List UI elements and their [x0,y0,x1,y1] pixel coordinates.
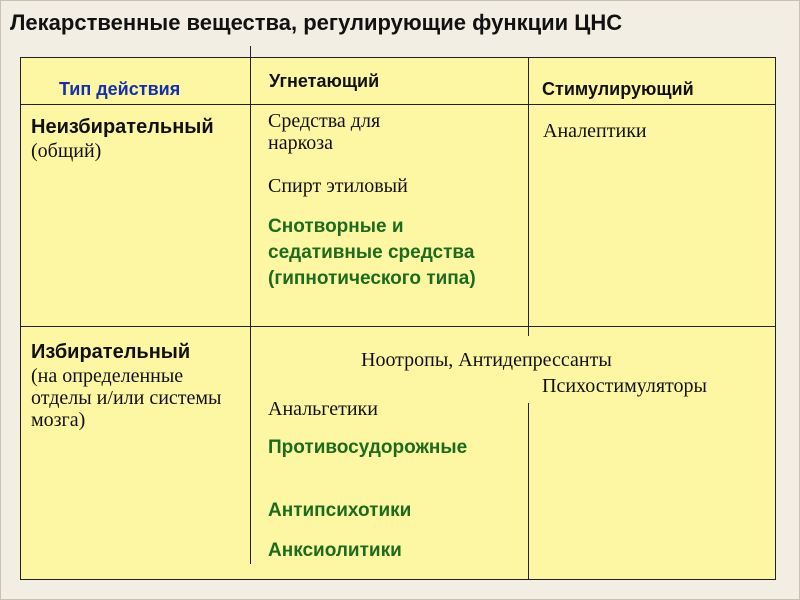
row2-stimulant: Психостимуляторы [542,375,707,397]
header-stimulant: Стимулирующий [542,79,694,99]
row1-stimulant: Аналептики [543,120,647,142]
row2-depressant-item-1: Анальгетики [268,398,378,420]
row2-type-main: Избирательный [31,341,191,363]
column-divider-2 [528,58,529,336]
header-row-divider [21,104,775,105]
row2-shared-classes: Ноотропы, Антидепрессанты [361,349,612,371]
page-title: Лекарственные вещества, регулирующие функции ЦНС [10,10,623,35]
row1-type-sub: (общий) [31,140,102,162]
row2-depressant-item-2: Противосудорожные [268,437,468,458]
row1-type-main: Неизбирательный [31,116,214,138]
row1-depressant-item-2: Спирт этиловый [268,175,408,197]
header-depressant: Угнетающий [269,71,380,91]
row2-depressant-item-4: Анксиолитики [268,540,402,561]
header-type-of-action: Тип действия [59,79,181,99]
row-divider [21,326,775,327]
row2-depressant-item-3: Антипсихотики [268,500,412,521]
row2-type-sub: (на определенные отделы и/или системы мозга) [31,365,222,431]
row1-depressant-item-3: Снотворные и седативные средства (гипнотического типа) [268,216,476,289]
drug-classification-table [20,57,776,580]
row1-depressant-item-1: Средства для наркоза [268,110,381,154]
column-divider-3 [528,403,529,579]
column-divider-1 [250,46,251,564]
